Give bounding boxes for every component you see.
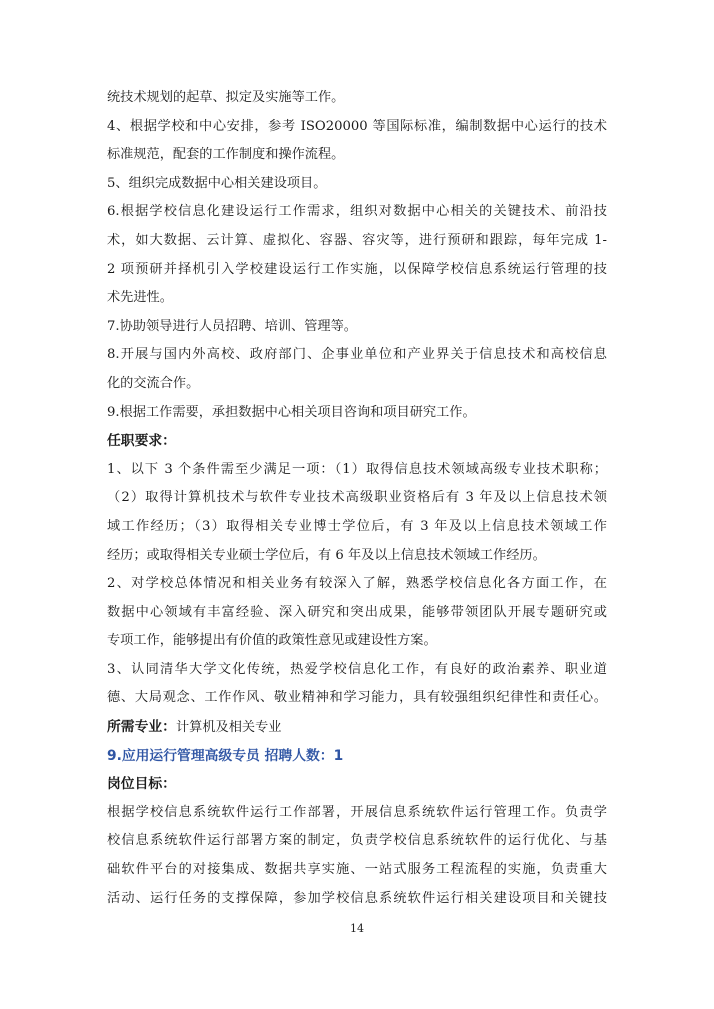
text-line: 5、组织完成数据中心相关建设项目。 [107,175,327,191]
text-line: 根据学校信息系统软件运行工作部署，开展信息系统软件运行管理工作。负责学 [107,804,607,820]
text-line: 2、对学校总体情况和相关业务有较深入了解，熟悉学校信息化各方面工作，在 [107,576,607,592]
page-content [107,84,607,913]
text-line: 6.根据学校信息化建设运行工作需求，组织对数据中心相关的关键技术、前沿技 [107,204,607,220]
text-line: 础软件平台的对接集成、数据共享实施、一站式服务工程流程的实施，负责重大 [107,862,607,878]
section-heading-requirements: 任职要求： [107,433,176,450]
text-line: 标准规范，配套的工作制度和操作流程。 [107,147,345,163]
text-line: 经历；或取得相关专业硕士学位后，有 6 年及以上信息技术领域工作经历。 [107,547,546,563]
major-value: 计算机及相关专业 [175,720,282,736]
text-line: 校信息系统软件运行部署方案的制定，负责学校信息系统软件的运行优化、与基 [107,833,607,849]
text-line: 9.根据工作需要，承担数据中心相关项目咨询和项目研究工作。 [107,404,476,420]
text-line: 7.协助领导进行人员招聘、培训、管理等。 [107,318,357,334]
text-line: 术，如大数据、云计算、虚拟化、容器、容灾等，进行预研和跟踪，每年完成 1- [107,232,607,248]
position-title: 9.应用运行管理高级专员 招聘人数：1 [107,747,344,764]
text-line: 德、大局观念、工作作风、敬业精神和学习能力，具有较强组织纪律性和责任心。 [107,690,607,706]
text-line: 专项工作，能够提出有价值的政策性意见或建设性方案。 [107,633,437,649]
section-heading-goal: 岗位目标： [107,776,176,793]
text-line: 活动、运行任务的支撑保障，参加学校信息系统软件运行相关建设项目和关键技 [107,890,607,906]
major-label: 所需专业： [107,719,176,736]
page-number: 14 [350,922,364,935]
text-line: 术先进性。 [107,290,173,306]
text-line: 3、认同清华大学文化传统，热爱学校信息化工作，有良好的政治素养、职业道 [107,661,607,677]
text-line: 8.开展与国内外高校、政府部门、企事业单位和产业界关于信息技术和高校信息 [107,347,607,363]
text-line: 统技术规划的起草、拟定及实施等工作。 [107,90,345,105]
text-line: 4、根据学校和中心安排，参考 ISO20000 等国际标准，编制数据中心运行的技术 [107,118,607,134]
text-line: 数据中心领域有丰富经验、深入研究和突出成果，能够带领团队开展专题研究或 [107,604,607,620]
text-line: 2 项预研并择机引入学校建设运行工作实施，以保障学校信息系统运行管理的技 [107,261,607,277]
text-line: 1、以下 3 个条件需至少满足一项：（1）取得信息技术领域高级专业技术职称； [107,461,607,477]
text-line: 域工作经历；（3）取得相关专业博士学位后，有 3 年及以上信息技术领域工作 [107,518,607,534]
text-line: 化的交流合作。 [107,375,200,391]
major-line [107,713,607,742]
text-line: （2）取得计算机技术与软件专业技术高级职业资格后有 3 年及以上信息技术领 [107,490,607,506]
